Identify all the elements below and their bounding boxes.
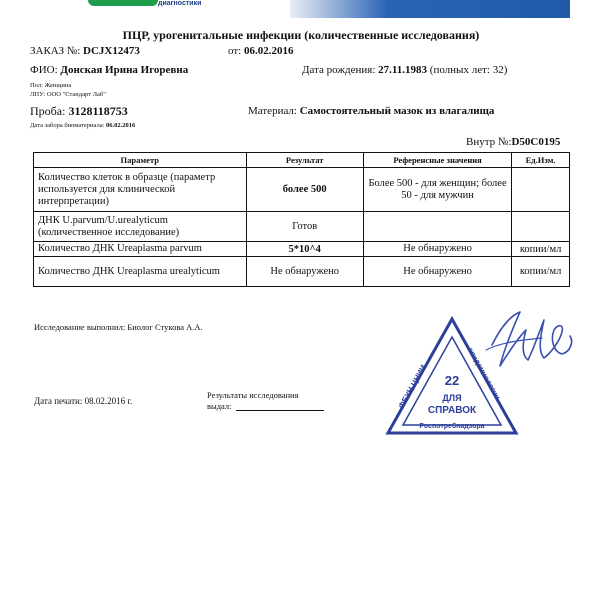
cell-reference: Более 500 - для женщин; более 50 - для мужчин <box>363 168 511 212</box>
order-date-value: 06.02.2016 <box>243 45 294 57</box>
cell-reference: Не обнаружено <box>363 242 511 257</box>
internal-label: Внутр №: <box>466 136 512 148</box>
stamp-bottom: Роспотребнадзора <box>419 423 485 430</box>
issued-block <box>207 390 299 412</box>
logo-caption: диагностики <box>158 0 202 7</box>
cell-result: 5*10^4 <box>246 242 363 257</box>
cell-parameter: ДНК U.parvum/U.urealyticum (количественное исследование) <box>34 212 247 242</box>
header-unit: Ед.Изм. <box>512 153 570 168</box>
stamp-line1: ДЛЯ <box>442 393 462 403</box>
cell-unit <box>512 168 570 212</box>
cell-parameter: Количество ДНК Ureaplasma parvum <box>34 242 247 257</box>
internal-number: D50C0195 <box>511 136 561 148</box>
patient-dob-line <box>302 64 507 76</box>
patient-name-line <box>30 64 188 76</box>
cell-result: Не обнаружено <box>246 257 363 287</box>
cell-reference: Не обнаружено <box>363 257 511 287</box>
stamp-top-left: ФБУН ЦНИИ <box>396 363 429 411</box>
cell-parameter: Количество клеток в образце (параметр используется для клинической интерпретации) <box>34 168 247 212</box>
order-date <box>228 45 293 57</box>
order-line <box>30 45 140 57</box>
issued-signature-line <box>236 410 324 411</box>
patient-sex: Пол: Женщина <box>30 82 72 89</box>
stamp-top-right: эпидемиологии <box>465 345 503 402</box>
cell-reference <box>363 212 511 242</box>
sample-date-value: 06.02.2016 <box>106 122 136 129</box>
sample-date-label: Дата забора биоматериала: <box>30 122 105 129</box>
order-number: DCJX12473 <box>83 45 140 57</box>
patient-dob: 27.11.1983 <box>378 64 428 76</box>
cell-unit: копии/мл <box>512 257 570 287</box>
sample-date-line <box>30 122 135 129</box>
order-label: ЗАКАЗ №: <box>30 45 81 57</box>
table-row <box>34 168 570 212</box>
performed-by: Исследование выполнил: Биолог Стукова А.А. <box>34 322 203 332</box>
sample-number: 3128118753 <box>68 104 128 118</box>
print-date: Дата печати: 08.02.2016 г. <box>34 396 133 406</box>
issued-line2: выдал: <box>207 401 232 411</box>
header-reference: Референсные значения <box>363 153 511 168</box>
patient-name: Донская Ирина Игоревна <box>60 64 189 76</box>
header-blue-band <box>290 0 570 18</box>
results-table <box>33 152 570 287</box>
patient-age: (полных лет: 32) <box>429 64 508 76</box>
sample-line <box>30 104 128 119</box>
order-date-label: от: <box>228 45 242 57</box>
issued-line1: Результаты исследования <box>207 390 299 400</box>
header-result: Результат <box>246 153 363 168</box>
internal-number-line <box>466 136 560 148</box>
material-value: Самостоятельный мазок из влагалища <box>299 105 495 117</box>
stamp-line2: СПРАВОК <box>427 405 477 416</box>
document-title: ПЦР, урогенитальные инфекции (количественные исследования) <box>122 28 480 42</box>
cell-result: Готов <box>246 212 363 242</box>
table-row <box>34 212 570 242</box>
cell-unit: копии/мл <box>512 242 570 257</box>
cell-result: более 500 <box>246 168 363 212</box>
table-header-row <box>34 153 570 168</box>
table-row <box>34 242 570 257</box>
stamp-number: 22 <box>444 373 460 388</box>
patient-dob-label: Дата рождения: <box>302 64 376 76</box>
header-parameter: Параметр <box>34 153 247 168</box>
material-line <box>248 105 494 117</box>
cell-parameter: Количество ДНК Ureaplasma urealyticum <box>34 257 247 287</box>
cell-unit <box>512 212 570 242</box>
material-label: Материал: <box>248 105 297 117</box>
table-row <box>34 257 570 287</box>
lab-logo <box>88 0 158 6</box>
sample-label: Проба: <box>30 104 66 118</box>
patient-name-label: ФИО: <box>30 64 58 76</box>
patient-lpu: ЛПУ: ООО "Стандарт Лаб" <box>30 91 106 98</box>
handwritten-signature <box>482 300 582 380</box>
